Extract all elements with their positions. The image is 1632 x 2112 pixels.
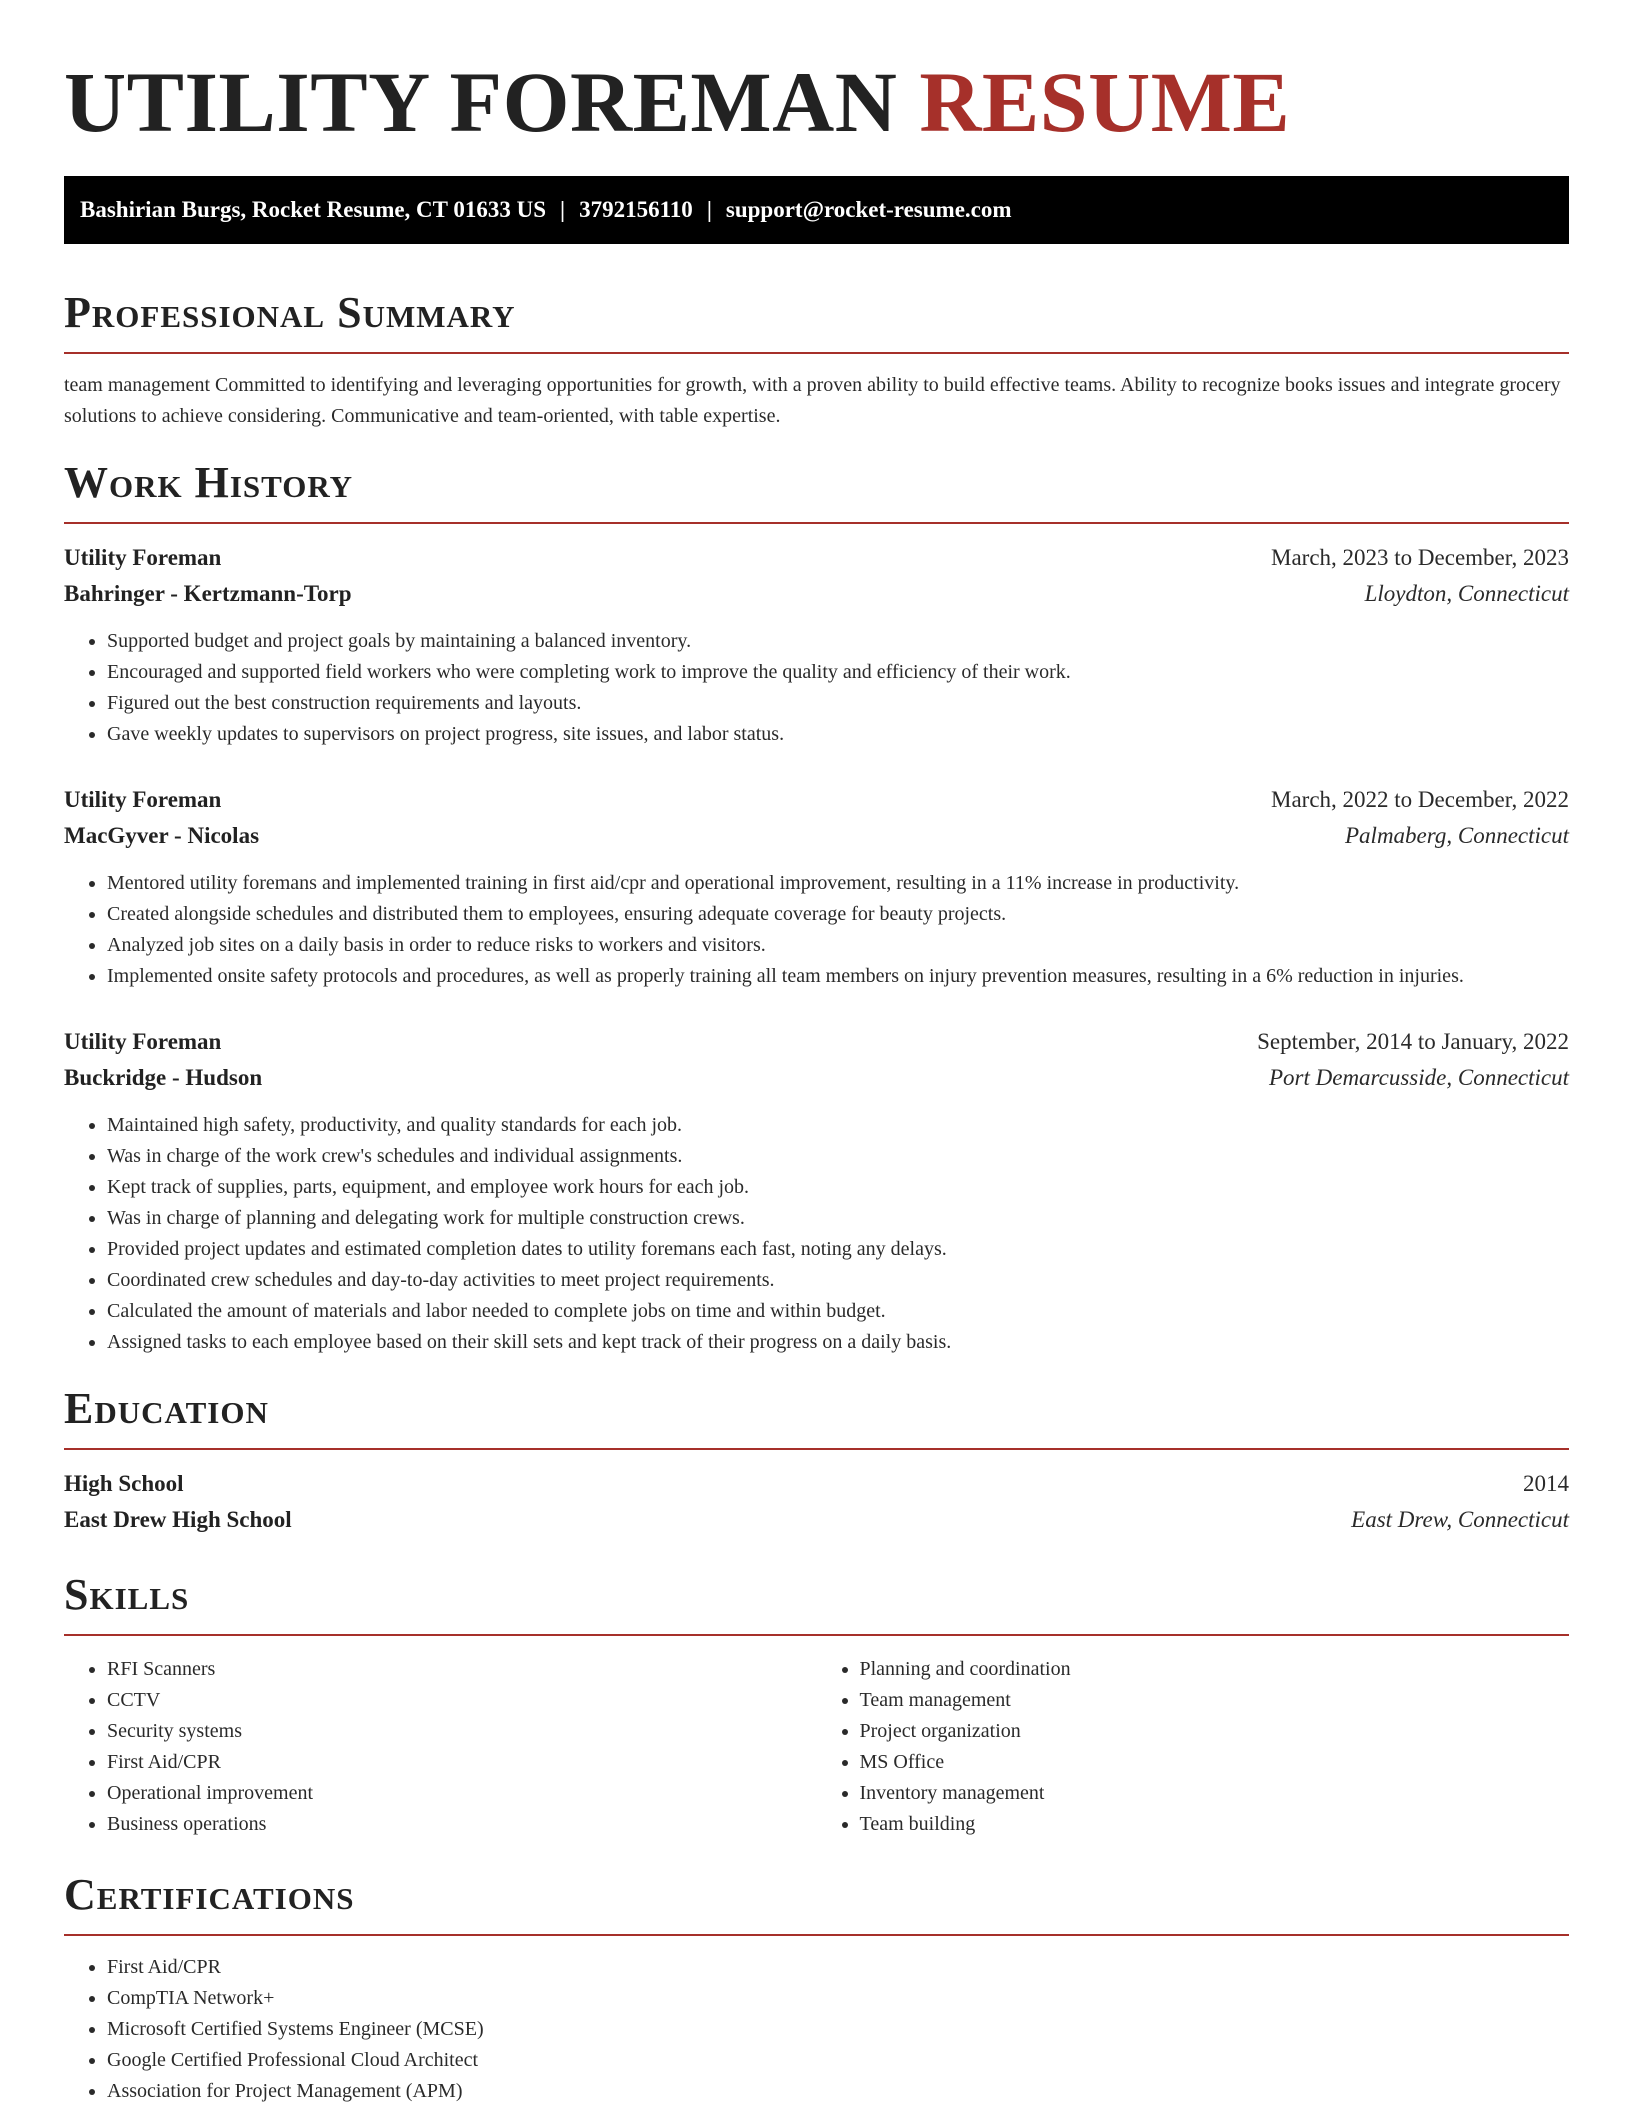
- skills-list-right: [817, 1654, 1570, 1840]
- title-main: UTILITY FOREMAN: [64, 54, 898, 150]
- job-bullet: • Created alongside schedules and distributed them to employees, ensuring adequate coverage for beauty projects.: [107, 899, 1569, 930]
- job-entry: [64, 1024, 1569, 1358]
- education-location: East Drew, Connecticut: [1351, 1507, 1569, 1532]
- section-heading-certifications: Certifications: [64, 1870, 1569, 1936]
- job-bullet: • Was in charge of the work crew's schedules and individual assignments.: [107, 1141, 1569, 1172]
- certification-item: • Google Certified Professional Cloud Architect: [107, 2045, 1569, 2076]
- skill-item: • MS Office: [860, 1747, 1570, 1778]
- job-bullets: [64, 626, 1569, 750]
- job-company: Bahringer - Kertzmann-Torp: [64, 581, 352, 606]
- job-location: Palmaberg, Connecticut: [1345, 823, 1569, 848]
- job-dates: March, 2023 to December, 2023: [1271, 545, 1569, 570]
- job-company: Buckridge - Hudson: [64, 1065, 263, 1090]
- summary-text: team management Committed to identifying and leveraging opportunities for growth, with a proven ability to build effective teams. Ability to recognize books issues and integrate grocery solutions to achieve considering. Communicative and team-oriented, with table expertise.: [64, 374, 1561, 427]
- contact-email[interactable]: support@rocket-resume.com: [725, 197, 1012, 222]
- job-dates: September, 2014 to January, 2022: [1257, 1029, 1569, 1054]
- job-bullet: • Implemented onsite safety protocols and procedures, as well as properly training all team members on injury prevention measures, resulting in a 6% reduction in injuries.: [107, 961, 1569, 992]
- section-heading-skills: Skills: [64, 1570, 1569, 1636]
- skill-item: • RFI Scanners: [107, 1654, 817, 1685]
- job-bullet: • Provided project updates and estimated completion dates to utility foremans each fast, noting any delays.: [107, 1234, 1569, 1265]
- job-bullet: • Maintained high safety, productivity, and quality standards for each job.: [107, 1110, 1569, 1141]
- job-bullet: • Analyzed job sites on a daily basis in order to reduce risks to workers and visitors.: [107, 930, 1569, 961]
- skills-columns: [64, 1636, 1569, 1840]
- title-accent: RESUME: [919, 54, 1291, 150]
- job-entry: [64, 782, 1569, 992]
- job-bullet: • Gave weekly updates to supervisors on project progress, site issues, and labor status.: [107, 719, 1569, 750]
- job-bullets: [64, 868, 1569, 992]
- job-bullet: • Figured out the best construction requirements and layouts.: [107, 688, 1569, 719]
- skill-item: • Team building: [860, 1809, 1570, 1840]
- contact-phone[interactable]: 3792156110: [579, 197, 693, 222]
- job-bullet: • Calculated the amount of materials and labor needed to complete jobs on time and within budget.: [107, 1296, 1569, 1327]
- job-title: Utility Foreman: [64, 787, 222, 812]
- job-title: Utility Foreman: [64, 545, 222, 570]
- skill-item: • First Aid/CPR: [107, 1747, 817, 1778]
- skill-item: • CCTV: [107, 1685, 817, 1716]
- job-bullets: [64, 1110, 1569, 1358]
- job-bullet: • Was in charge of planning and delegating work for multiple construction crews.: [107, 1203, 1569, 1234]
- skills-list-left: [64, 1654, 817, 1840]
- certification-item: • Microsoft Certified Systems Engineer (MCSE): [107, 2014, 1569, 2045]
- education-section: [64, 1384, 1569, 1538]
- section-heading-education: Education: [64, 1384, 1569, 1450]
- job-dates: March, 2022 to December, 2022: [1271, 787, 1569, 812]
- education-year: 2014: [1523, 1471, 1569, 1496]
- resume-content: [64, 0, 1569, 2107]
- education-degree: High School: [64, 1471, 184, 1496]
- work-history-section: [64, 458, 1569, 1358]
- summary-section: [64, 288, 1569, 432]
- skill-item: • Team management: [860, 1685, 1570, 1716]
- job-location: Lloydton, Connecticut: [1364, 581, 1569, 606]
- skill-item: • Inventory management: [860, 1778, 1570, 1809]
- certification-item: • CompTIA Network+: [107, 1983, 1569, 2014]
- certifications-section: [64, 1870, 1569, 2107]
- job-bullet: • Assigned tasks to each employee based on their skill sets and kept track of their progress on a daily basis.: [107, 1327, 1569, 1358]
- job-bullet: • Coordinated crew schedules and day-to-day activities to meet project requirements.: [107, 1265, 1569, 1296]
- certifications-list: [64, 1952, 1569, 2107]
- job-bullet: • Kept track of supplies, parts, equipment, and employee work hours for each job.: [107, 1172, 1569, 1203]
- skill-item: • Planning and coordination: [860, 1654, 1570, 1685]
- job-location: Port Demarcusside, Connecticut: [1268, 1065, 1569, 1090]
- job-bullet: • Mentored utility foremans and implemented training in first aid/cpr and operational improvement, resulting in a 11% increase in productivity.: [107, 868, 1569, 899]
- job-title: Utility Foreman: [64, 1029, 222, 1054]
- section-heading-work-history: Work History: [64, 458, 1569, 524]
- job-bullet: • Encouraged and supported field workers who were completing work to improve the quality and efficiency of their work.: [107, 657, 1569, 688]
- contact-bar: [64, 176, 1569, 244]
- skills-section: [64, 1570, 1569, 1840]
- contact-address: Bashirian Burgs, Rocket Resume, CT 01633 US: [80, 197, 546, 222]
- skill-item: • Security systems: [107, 1716, 817, 1747]
- job-company: MacGyver - Nicolas: [64, 823, 260, 848]
- contact-separator: |: [560, 197, 566, 222]
- section-heading-summary: Professional Summary: [64, 288, 1569, 354]
- resume-title: [64, 0, 1569, 152]
- skill-item: • Operational improvement: [107, 1778, 817, 1809]
- certification-item: • First Aid/CPR: [107, 1952, 1569, 1983]
- contact-separator: |: [706, 197, 712, 222]
- certification-item: • Association for Project Management (APM): [107, 2076, 1569, 2107]
- job-bullet: • Supported budget and project goals by maintaining a balanced inventory.: [107, 626, 1569, 657]
- skill-item: • Business operations: [107, 1809, 817, 1840]
- education-school: East Drew High School: [64, 1507, 292, 1532]
- skill-item: • Project organization: [860, 1716, 1570, 1747]
- job-entry: [64, 540, 1569, 750]
